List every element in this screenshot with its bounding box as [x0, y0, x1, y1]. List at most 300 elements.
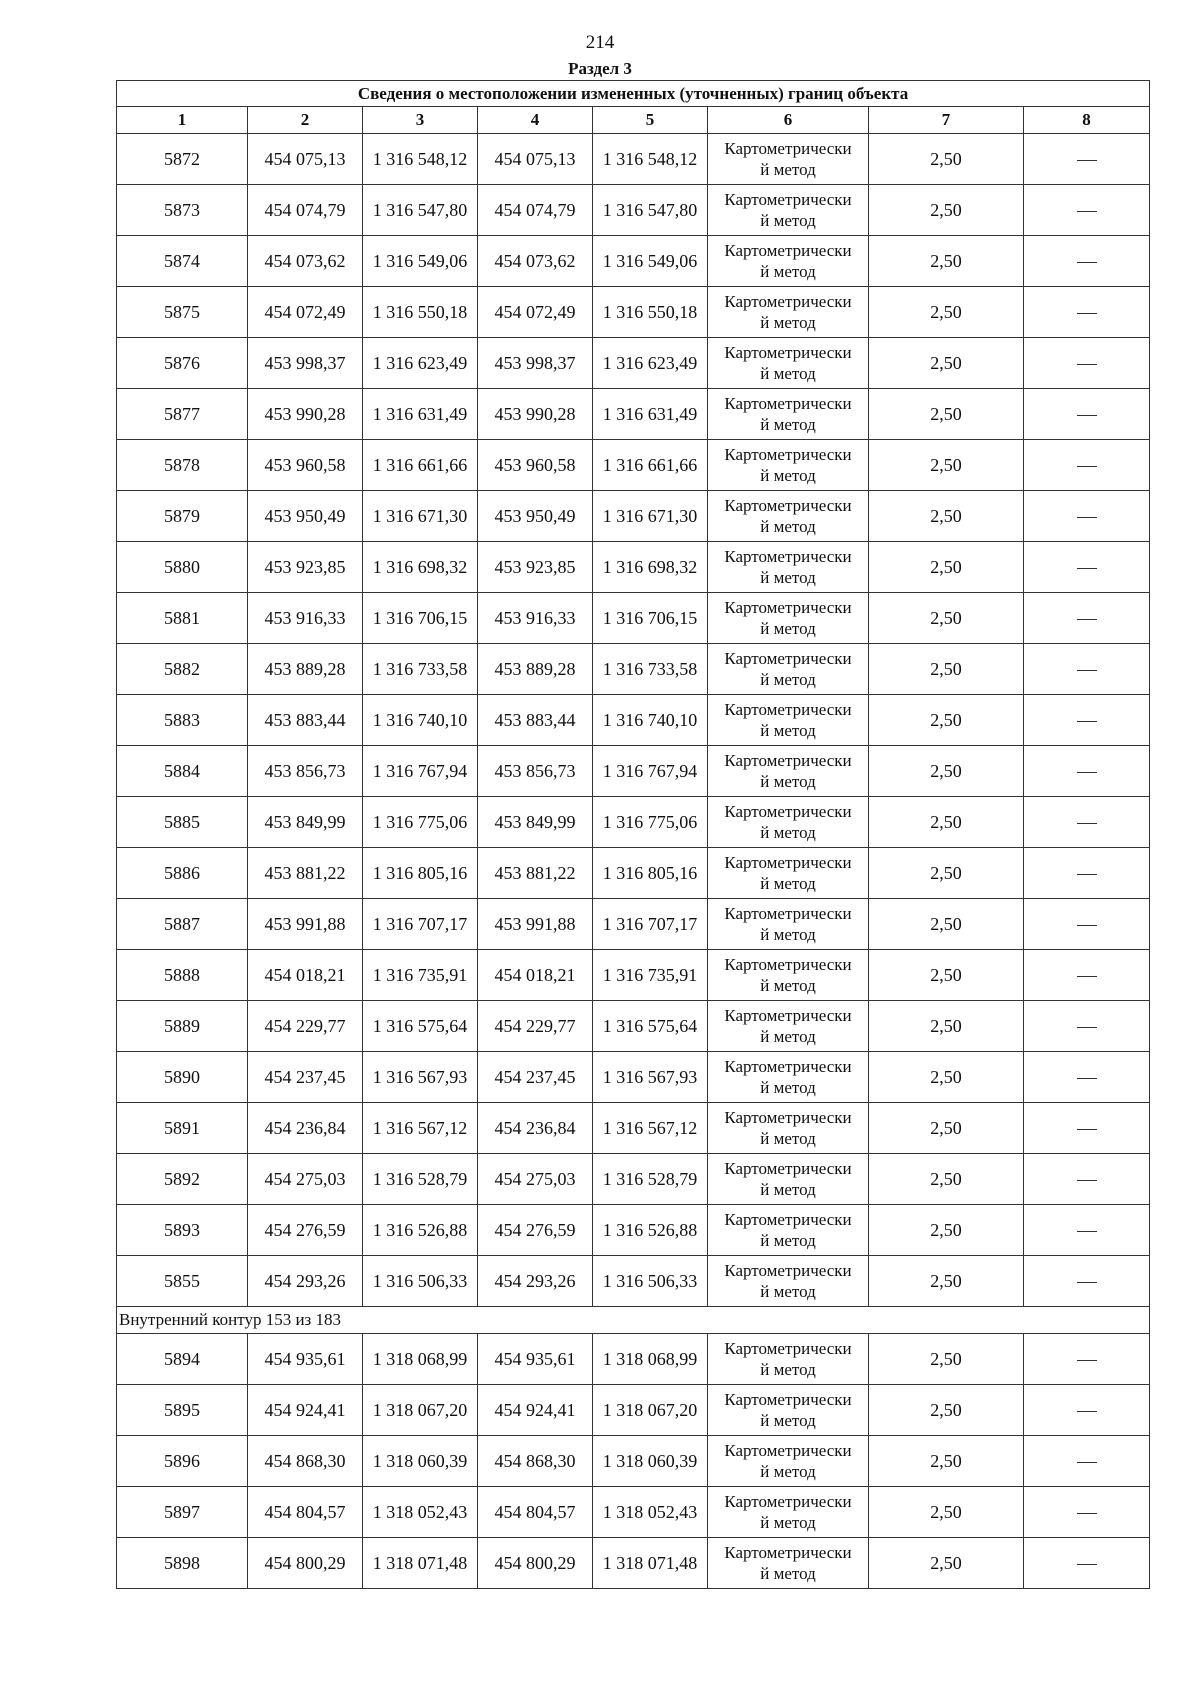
table-caption: Сведения о местоположении измененных (уточненных) границ объекта	[117, 81, 1150, 107]
y-old: 1 316 805,16	[363, 848, 478, 899]
y-old: 1 316 740,10	[363, 695, 478, 746]
dash	[1077, 1564, 1097, 1565]
accuracy: 2,50	[869, 644, 1024, 695]
accuracy: 2,50	[869, 389, 1024, 440]
x-old: 453 881,22	[248, 848, 363, 899]
x-new: 453 991,88	[478, 899, 593, 950]
method-line1: Картометрически	[724, 139, 852, 158]
x-new: 454 075,13	[478, 134, 593, 185]
method-cell	[708, 440, 869, 491]
dash	[1077, 1360, 1097, 1361]
dash	[1077, 313, 1097, 314]
dash	[1077, 772, 1097, 773]
column-number: 2	[248, 107, 363, 134]
method-line1: Картометрически	[724, 1390, 852, 1409]
y-old: 1 316 528,79	[363, 1154, 478, 1205]
method-cell	[708, 1052, 869, 1103]
method-line2: й метод	[760, 619, 816, 638]
dash-cell	[1024, 491, 1150, 542]
y-old: 1 316 631,49	[363, 389, 478, 440]
y-new: 1 316 548,12	[593, 134, 708, 185]
y-old: 1 316 567,93	[363, 1052, 478, 1103]
y-old: 1 316 567,12	[363, 1103, 478, 1154]
x-old: 454 073,62	[248, 236, 363, 287]
point-number: 5883	[117, 695, 248, 746]
y-old: 1 316 661,66	[363, 440, 478, 491]
x-old: 453 889,28	[248, 644, 363, 695]
method-cell	[708, 1436, 869, 1487]
table-row	[117, 746, 1150, 797]
table-caption-row	[117, 81, 1150, 107]
accuracy: 2,50	[869, 185, 1024, 236]
contour-label: Внутренний контур 153 из 183	[117, 1307, 1150, 1334]
table-row	[117, 287, 1150, 338]
x-old: 453 856,73	[248, 746, 363, 797]
method-cell	[708, 236, 869, 287]
y-new: 1 318 071,48	[593, 1538, 708, 1589]
y-new: 1 318 060,39	[593, 1436, 708, 1487]
method-cell	[708, 1487, 869, 1538]
point-number: 5893	[117, 1205, 248, 1256]
x-old: 454 924,41	[248, 1385, 363, 1436]
x-new: 453 960,58	[478, 440, 593, 491]
point-number: 5885	[117, 797, 248, 848]
x-new: 454 018,21	[478, 950, 593, 1001]
x-old: 454 804,57	[248, 1487, 363, 1538]
point-number: 5884	[117, 746, 248, 797]
x-new: 454 800,29	[478, 1538, 593, 1589]
dash	[1077, 1129, 1097, 1130]
y-new: 1 316 526,88	[593, 1205, 708, 1256]
dash-cell	[1024, 338, 1150, 389]
x-new: 453 856,73	[478, 746, 593, 797]
dash-cell	[1024, 1436, 1150, 1487]
accuracy: 2,50	[869, 134, 1024, 185]
method-line1: Картометрически	[724, 751, 852, 770]
x-old: 453 998,37	[248, 338, 363, 389]
table-row	[117, 134, 1150, 185]
method-line1: Картометрически	[724, 1057, 852, 1076]
x-new: 453 923,85	[478, 542, 593, 593]
table-row	[117, 1334, 1150, 1385]
point-number: 5873	[117, 185, 248, 236]
method-line1: Картометрически	[724, 1210, 852, 1229]
x-old: 453 990,28	[248, 389, 363, 440]
y-new: 1 316 567,12	[593, 1103, 708, 1154]
column-number: 5	[593, 107, 708, 134]
method-line1: Картометрически	[724, 904, 852, 923]
method-line1: Картометрически	[724, 1108, 852, 1127]
method-line1: Картометрически	[724, 1492, 852, 1511]
x-old: 454 276,59	[248, 1205, 363, 1256]
table-row	[117, 1103, 1150, 1154]
y-old: 1 316 707,17	[363, 899, 478, 950]
method-line2: й метод	[760, 823, 816, 842]
dash	[1077, 925, 1097, 926]
method-cell	[708, 1154, 869, 1205]
table-row	[117, 440, 1150, 491]
y-old: 1 316 550,18	[363, 287, 478, 338]
x-new: 454 236,84	[478, 1103, 593, 1154]
y-new: 1 316 767,94	[593, 746, 708, 797]
method-line2: й метод	[760, 364, 816, 383]
point-number: 5887	[117, 899, 248, 950]
method-line1: Картометрически	[724, 955, 852, 974]
y-new: 1 316 631,49	[593, 389, 708, 440]
x-old: 454 229,77	[248, 1001, 363, 1052]
dash	[1077, 568, 1097, 569]
method-line1: Картометрически	[724, 1339, 852, 1358]
dash-cell	[1024, 797, 1150, 848]
accuracy: 2,50	[869, 1538, 1024, 1589]
method-cell	[708, 134, 869, 185]
method-line2: й метод	[760, 466, 816, 485]
dash-cell	[1024, 899, 1150, 950]
dash	[1077, 415, 1097, 416]
y-old: 1 316 547,80	[363, 185, 478, 236]
method-line1: Картометрически	[724, 394, 852, 413]
method-line1: Картометрически	[724, 649, 852, 668]
dash-cell	[1024, 1385, 1150, 1436]
point-number: 5891	[117, 1103, 248, 1154]
dash-cell	[1024, 1334, 1150, 1385]
dash	[1077, 262, 1097, 263]
point-number: 5896	[117, 1436, 248, 1487]
method-cell	[708, 338, 869, 389]
point-number: 5888	[117, 950, 248, 1001]
table-row	[117, 491, 1150, 542]
table-row	[117, 389, 1150, 440]
y-old: 1 316 623,49	[363, 338, 478, 389]
accuracy: 2,50	[869, 899, 1024, 950]
y-old: 1 316 506,33	[363, 1256, 478, 1307]
y-new: 1 316 706,15	[593, 593, 708, 644]
method-line2: й метод	[760, 670, 816, 689]
accuracy: 2,50	[869, 1256, 1024, 1307]
y-new: 1 316 735,91	[593, 950, 708, 1001]
x-new: 453 881,22	[478, 848, 593, 899]
method-line2: й метод	[760, 415, 816, 434]
y-old: 1 316 548,12	[363, 134, 478, 185]
method-line1: Картометрически	[724, 598, 852, 617]
point-number: 5875	[117, 287, 248, 338]
dash	[1077, 466, 1097, 467]
method-cell	[708, 1256, 869, 1307]
method-line2: й метод	[760, 1027, 816, 1046]
y-new: 1 316 506,33	[593, 1256, 708, 1307]
accuracy: 2,50	[869, 593, 1024, 644]
method-line1: Картометрически	[724, 1261, 852, 1280]
method-cell	[708, 644, 869, 695]
accuracy: 2,50	[869, 1103, 1024, 1154]
method-cell	[708, 950, 869, 1001]
method-line1: Картометрически	[724, 1006, 852, 1025]
dash	[1077, 1180, 1097, 1181]
x-new: 454 293,26	[478, 1256, 593, 1307]
method-line2: й метод	[760, 313, 816, 332]
dash	[1077, 1231, 1097, 1232]
method-line2: й метод	[760, 721, 816, 740]
table-row	[117, 950, 1150, 1001]
accuracy: 2,50	[869, 848, 1024, 899]
x-new: 453 998,37	[478, 338, 593, 389]
x-new: 454 804,57	[478, 1487, 593, 1538]
y-new: 1 316 740,10	[593, 695, 708, 746]
x-old: 453 960,58	[248, 440, 363, 491]
method-cell	[708, 1103, 869, 1154]
y-old: 1 316 775,06	[363, 797, 478, 848]
x-new: 453 916,33	[478, 593, 593, 644]
method-line2: й метод	[760, 211, 816, 230]
y-new: 1 316 575,64	[593, 1001, 708, 1052]
table-row	[117, 644, 1150, 695]
y-old: 1 318 071,48	[363, 1538, 478, 1589]
y-old: 1 316 706,15	[363, 593, 478, 644]
x-new: 454 237,45	[478, 1052, 593, 1103]
table-row	[117, 797, 1150, 848]
accuracy: 2,50	[869, 695, 1024, 746]
accuracy: 2,50	[869, 1487, 1024, 1538]
column-number: 3	[363, 107, 478, 134]
dash	[1077, 517, 1097, 518]
y-new: 1 318 067,20	[593, 1385, 708, 1436]
y-old: 1 318 052,43	[363, 1487, 478, 1538]
dash	[1077, 364, 1097, 365]
y-new: 1 318 052,43	[593, 1487, 708, 1538]
x-old: 453 991,88	[248, 899, 363, 950]
method-line1: Картометрически	[724, 292, 852, 311]
dash	[1077, 874, 1097, 875]
method-cell	[708, 1385, 869, 1436]
dash-cell	[1024, 1538, 1150, 1589]
y-new: 1 316 775,06	[593, 797, 708, 848]
method-line2: й метод	[760, 772, 816, 791]
x-old: 453 916,33	[248, 593, 363, 644]
column-number: 4	[478, 107, 593, 134]
method-line1: Картометрически	[724, 853, 852, 872]
y-new: 1 316 623,49	[593, 338, 708, 389]
dash-cell	[1024, 1256, 1150, 1307]
y-old: 1 316 575,64	[363, 1001, 478, 1052]
method-cell	[708, 899, 869, 950]
point-number: 5879	[117, 491, 248, 542]
method-line1: Картометрически	[724, 1543, 852, 1562]
table-row	[117, 1052, 1150, 1103]
method-line1: Картометрически	[724, 1441, 852, 1460]
point-number: 5855	[117, 1256, 248, 1307]
dash-cell	[1024, 134, 1150, 185]
contour-row	[117, 1307, 1150, 1334]
x-old: 453 849,99	[248, 797, 363, 848]
method-line2: й метод	[760, 1564, 816, 1583]
y-old: 1 316 671,30	[363, 491, 478, 542]
y-old: 1 316 698,32	[363, 542, 478, 593]
accuracy: 2,50	[869, 1154, 1024, 1205]
point-number: 5880	[117, 542, 248, 593]
method-line1: Картометрически	[724, 190, 852, 209]
dash-cell	[1024, 287, 1150, 338]
x-old: 454 935,61	[248, 1334, 363, 1385]
y-new: 1 316 550,18	[593, 287, 708, 338]
method-cell	[708, 542, 869, 593]
method-line2: й метод	[760, 1129, 816, 1148]
method-line1: Картометрически	[724, 496, 852, 515]
table-row	[117, 848, 1150, 899]
method-line2: й метод	[760, 1462, 816, 1481]
x-new: 454 924,41	[478, 1385, 593, 1436]
point-number: 5886	[117, 848, 248, 899]
y-new: 1 316 661,66	[593, 440, 708, 491]
y-old: 1 316 733,58	[363, 644, 478, 695]
y-new: 1 318 068,99	[593, 1334, 708, 1385]
accuracy: 2,50	[869, 1205, 1024, 1256]
y-new: 1 316 547,80	[593, 185, 708, 236]
x-old: 453 883,44	[248, 695, 363, 746]
table-row	[117, 1385, 1150, 1436]
point-number: 5892	[117, 1154, 248, 1205]
point-number: 5882	[117, 644, 248, 695]
y-new: 1 316 698,32	[593, 542, 708, 593]
page-number: 214	[585, 32, 615, 53]
table-row	[117, 338, 1150, 389]
y-old: 1 316 767,94	[363, 746, 478, 797]
dash	[1077, 1078, 1097, 1079]
column-number: 6	[708, 107, 869, 134]
x-new: 454 229,77	[478, 1001, 593, 1052]
y-new: 1 316 528,79	[593, 1154, 708, 1205]
method-cell	[708, 185, 869, 236]
y-old: 1 318 060,39	[363, 1436, 478, 1487]
method-line2: й метод	[760, 976, 816, 995]
x-new: 453 950,49	[478, 491, 593, 542]
table-row	[117, 1538, 1150, 1589]
method-line1: Картометрически	[724, 1159, 852, 1178]
accuracy: 2,50	[869, 1436, 1024, 1487]
method-line2: й метод	[760, 568, 816, 587]
method-cell	[708, 695, 869, 746]
table-row	[117, 542, 1150, 593]
accuracy: 2,50	[869, 542, 1024, 593]
y-old: 1 318 067,20	[363, 1385, 478, 1436]
method-line1: Картометрически	[724, 547, 852, 566]
dash-cell	[1024, 236, 1150, 287]
y-old: 1 318 068,99	[363, 1334, 478, 1385]
accuracy: 2,50	[869, 1385, 1024, 1436]
dash-cell	[1024, 1154, 1150, 1205]
x-old: 454 237,45	[248, 1052, 363, 1103]
point-number: 5874	[117, 236, 248, 287]
dash-cell	[1024, 593, 1150, 644]
table-row	[117, 593, 1150, 644]
table-row	[117, 1487, 1150, 1538]
dash	[1077, 721, 1097, 722]
dash	[1077, 1513, 1097, 1514]
y-new: 1 316 567,93	[593, 1052, 708, 1103]
method-line2: й метод	[760, 1411, 816, 1430]
table-row	[117, 695, 1150, 746]
method-line1: Картометрически	[724, 241, 852, 260]
x-new: 453 883,44	[478, 695, 593, 746]
dash-cell	[1024, 1205, 1150, 1256]
y-new: 1 316 549,06	[593, 236, 708, 287]
dash-cell	[1024, 1487, 1150, 1538]
table-row	[117, 899, 1150, 950]
boundary-table	[116, 80, 1150, 1589]
x-old: 454 800,29	[248, 1538, 363, 1589]
x-old: 454 236,84	[248, 1103, 363, 1154]
table-row	[117, 236, 1150, 287]
accuracy: 2,50	[869, 1334, 1024, 1385]
accuracy: 2,50	[869, 950, 1024, 1001]
method-line2: й метод	[760, 925, 816, 944]
x-old: 454 072,49	[248, 287, 363, 338]
accuracy: 2,50	[869, 1052, 1024, 1103]
method-cell	[708, 848, 869, 899]
x-old: 454 075,13	[248, 134, 363, 185]
x-new: 454 935,61	[478, 1334, 593, 1385]
column-number: 8	[1024, 107, 1150, 134]
accuracy: 2,50	[869, 236, 1024, 287]
method-cell	[708, 1205, 869, 1256]
point-number: 5877	[117, 389, 248, 440]
column-number: 7	[869, 107, 1024, 134]
dash	[1077, 670, 1097, 671]
method-line2: й метод	[760, 1360, 816, 1379]
dash	[1077, 976, 1097, 977]
x-old: 454 275,03	[248, 1154, 363, 1205]
dash-cell	[1024, 644, 1150, 695]
x-new: 454 868,30	[478, 1436, 593, 1487]
accuracy: 2,50	[869, 746, 1024, 797]
method-line2: й метод	[760, 262, 816, 281]
y-new: 1 316 805,16	[593, 848, 708, 899]
x-old: 453 923,85	[248, 542, 363, 593]
point-number: 5878	[117, 440, 248, 491]
method-line1: Картометрически	[724, 343, 852, 362]
y-old: 1 316 526,88	[363, 1205, 478, 1256]
dash	[1077, 1027, 1097, 1028]
point-number: 5895	[117, 1385, 248, 1436]
method-line2: й метод	[760, 517, 816, 536]
x-new: 454 073,62	[478, 236, 593, 287]
method-line2: й метод	[760, 1231, 816, 1250]
dash	[1077, 1282, 1097, 1283]
table-row	[117, 1001, 1150, 1052]
dash	[1077, 211, 1097, 212]
x-new: 454 275,03	[478, 1154, 593, 1205]
method-cell	[708, 389, 869, 440]
dash	[1077, 1462, 1097, 1463]
method-cell	[708, 1334, 869, 1385]
accuracy: 2,50	[869, 1001, 1024, 1052]
y-old: 1 316 735,91	[363, 950, 478, 1001]
point-number: 5881	[117, 593, 248, 644]
y-new: 1 316 671,30	[593, 491, 708, 542]
column-number-row	[117, 107, 1150, 134]
x-old: 453 950,49	[248, 491, 363, 542]
dash	[1077, 1411, 1097, 1412]
method-line2: й метод	[760, 874, 816, 893]
x-new: 454 072,49	[478, 287, 593, 338]
x-old: 454 074,79	[248, 185, 363, 236]
dash	[1077, 160, 1097, 161]
table-row	[117, 1256, 1150, 1307]
x-new: 454 074,79	[478, 185, 593, 236]
accuracy: 2,50	[869, 491, 1024, 542]
dash-cell	[1024, 950, 1150, 1001]
method-line1: Картометрически	[724, 802, 852, 821]
x-new: 453 849,99	[478, 797, 593, 848]
